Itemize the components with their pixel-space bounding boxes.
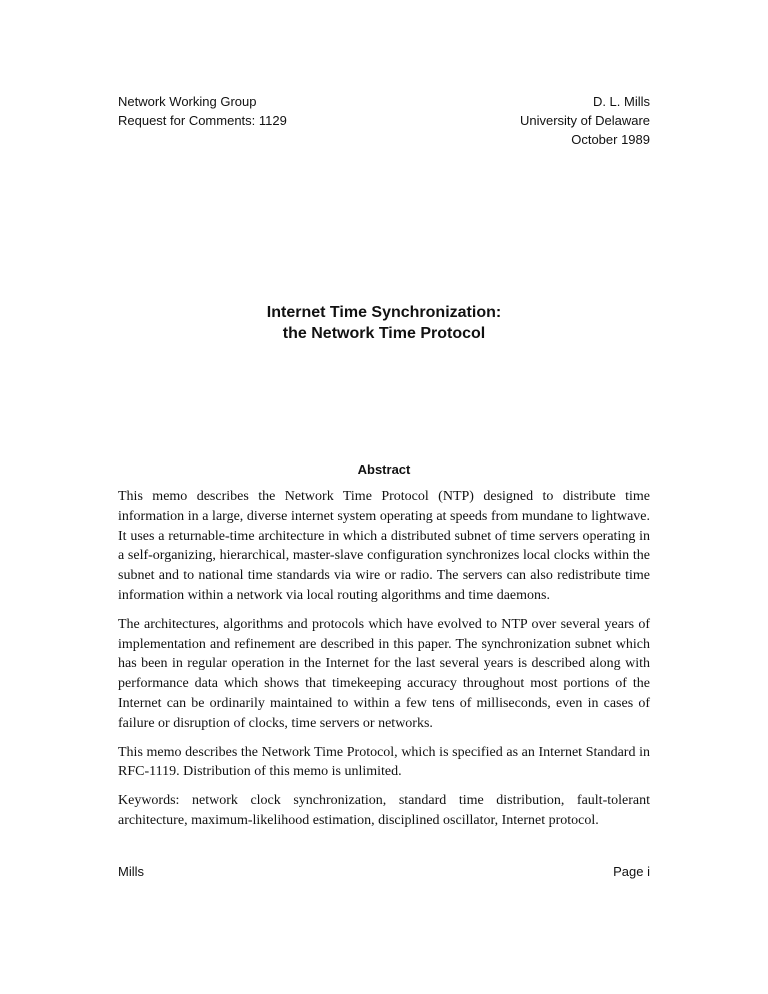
header-left-block [118, 92, 287, 130]
abstract-body [118, 487, 650, 840]
header-right-block [520, 92, 650, 149]
author-name: D. L. Mills [592, 94, 650, 109]
abstract-paragraph-2: The architectures, algorithms and protocols which have evolved to NTP over several years of implementation and refinement are described in this paper. The synchronization subnet which has been in regular operation in the Internet for the last several years is described along with performance data which shows that timekeeping accuracy throughout most portions of the Internet can be ordinarily maintained to within a few tens of milliseconds, even in cases of failure or disruption of clocks, time servers or networks. [118, 616, 650, 731]
title-line-1: Internet Time Synchronization: [266, 304, 502, 321]
title-line-2: the Network Time Protocol [282, 325, 486, 342]
footer-page-number: Page i [613, 864, 650, 879]
publication-date: October 1989 [571, 132, 650, 147]
abstract-heading: Abstract [357, 462, 411, 477]
abstract-paragraph-1: This memo describes the Network Time Protocol (NTP) designed to distribute time information in a large, diverse internet system operating at speeds from mundane to lightwave. It uses a returnable-time architecture in which a distributed subnet of time servers operating in a self-organizing, hierarchical, master-slave configuration synchronizes local clocks within the subnet and to national time standards via wire or radio. The servers can also redistribute time information within a network via local routing algorithms and time daemons. [118, 489, 650, 603]
rfc-number-label: Request for Comments: 1129 [118, 113, 287, 128]
footer-author: Mills [118, 864, 144, 879]
working-group-label: Network Working Group [118, 94, 257, 109]
author-affiliation: University of Delaware [519, 113, 650, 128]
keywords-paragraph: Keywords: network clock synchronization, standard time distribution, fault-tolerant architecture, maximum-likelihood estimation, disciplined oscillator, Internet protocol. [118, 793, 650, 828]
document-title [0, 302, 768, 344]
abstract-paragraph-3: This memo describes the Network Time Protocol, which is specified as an Internet Standard in RFC-1119. Distribution of this memo is unlimited. [118, 744, 650, 780]
